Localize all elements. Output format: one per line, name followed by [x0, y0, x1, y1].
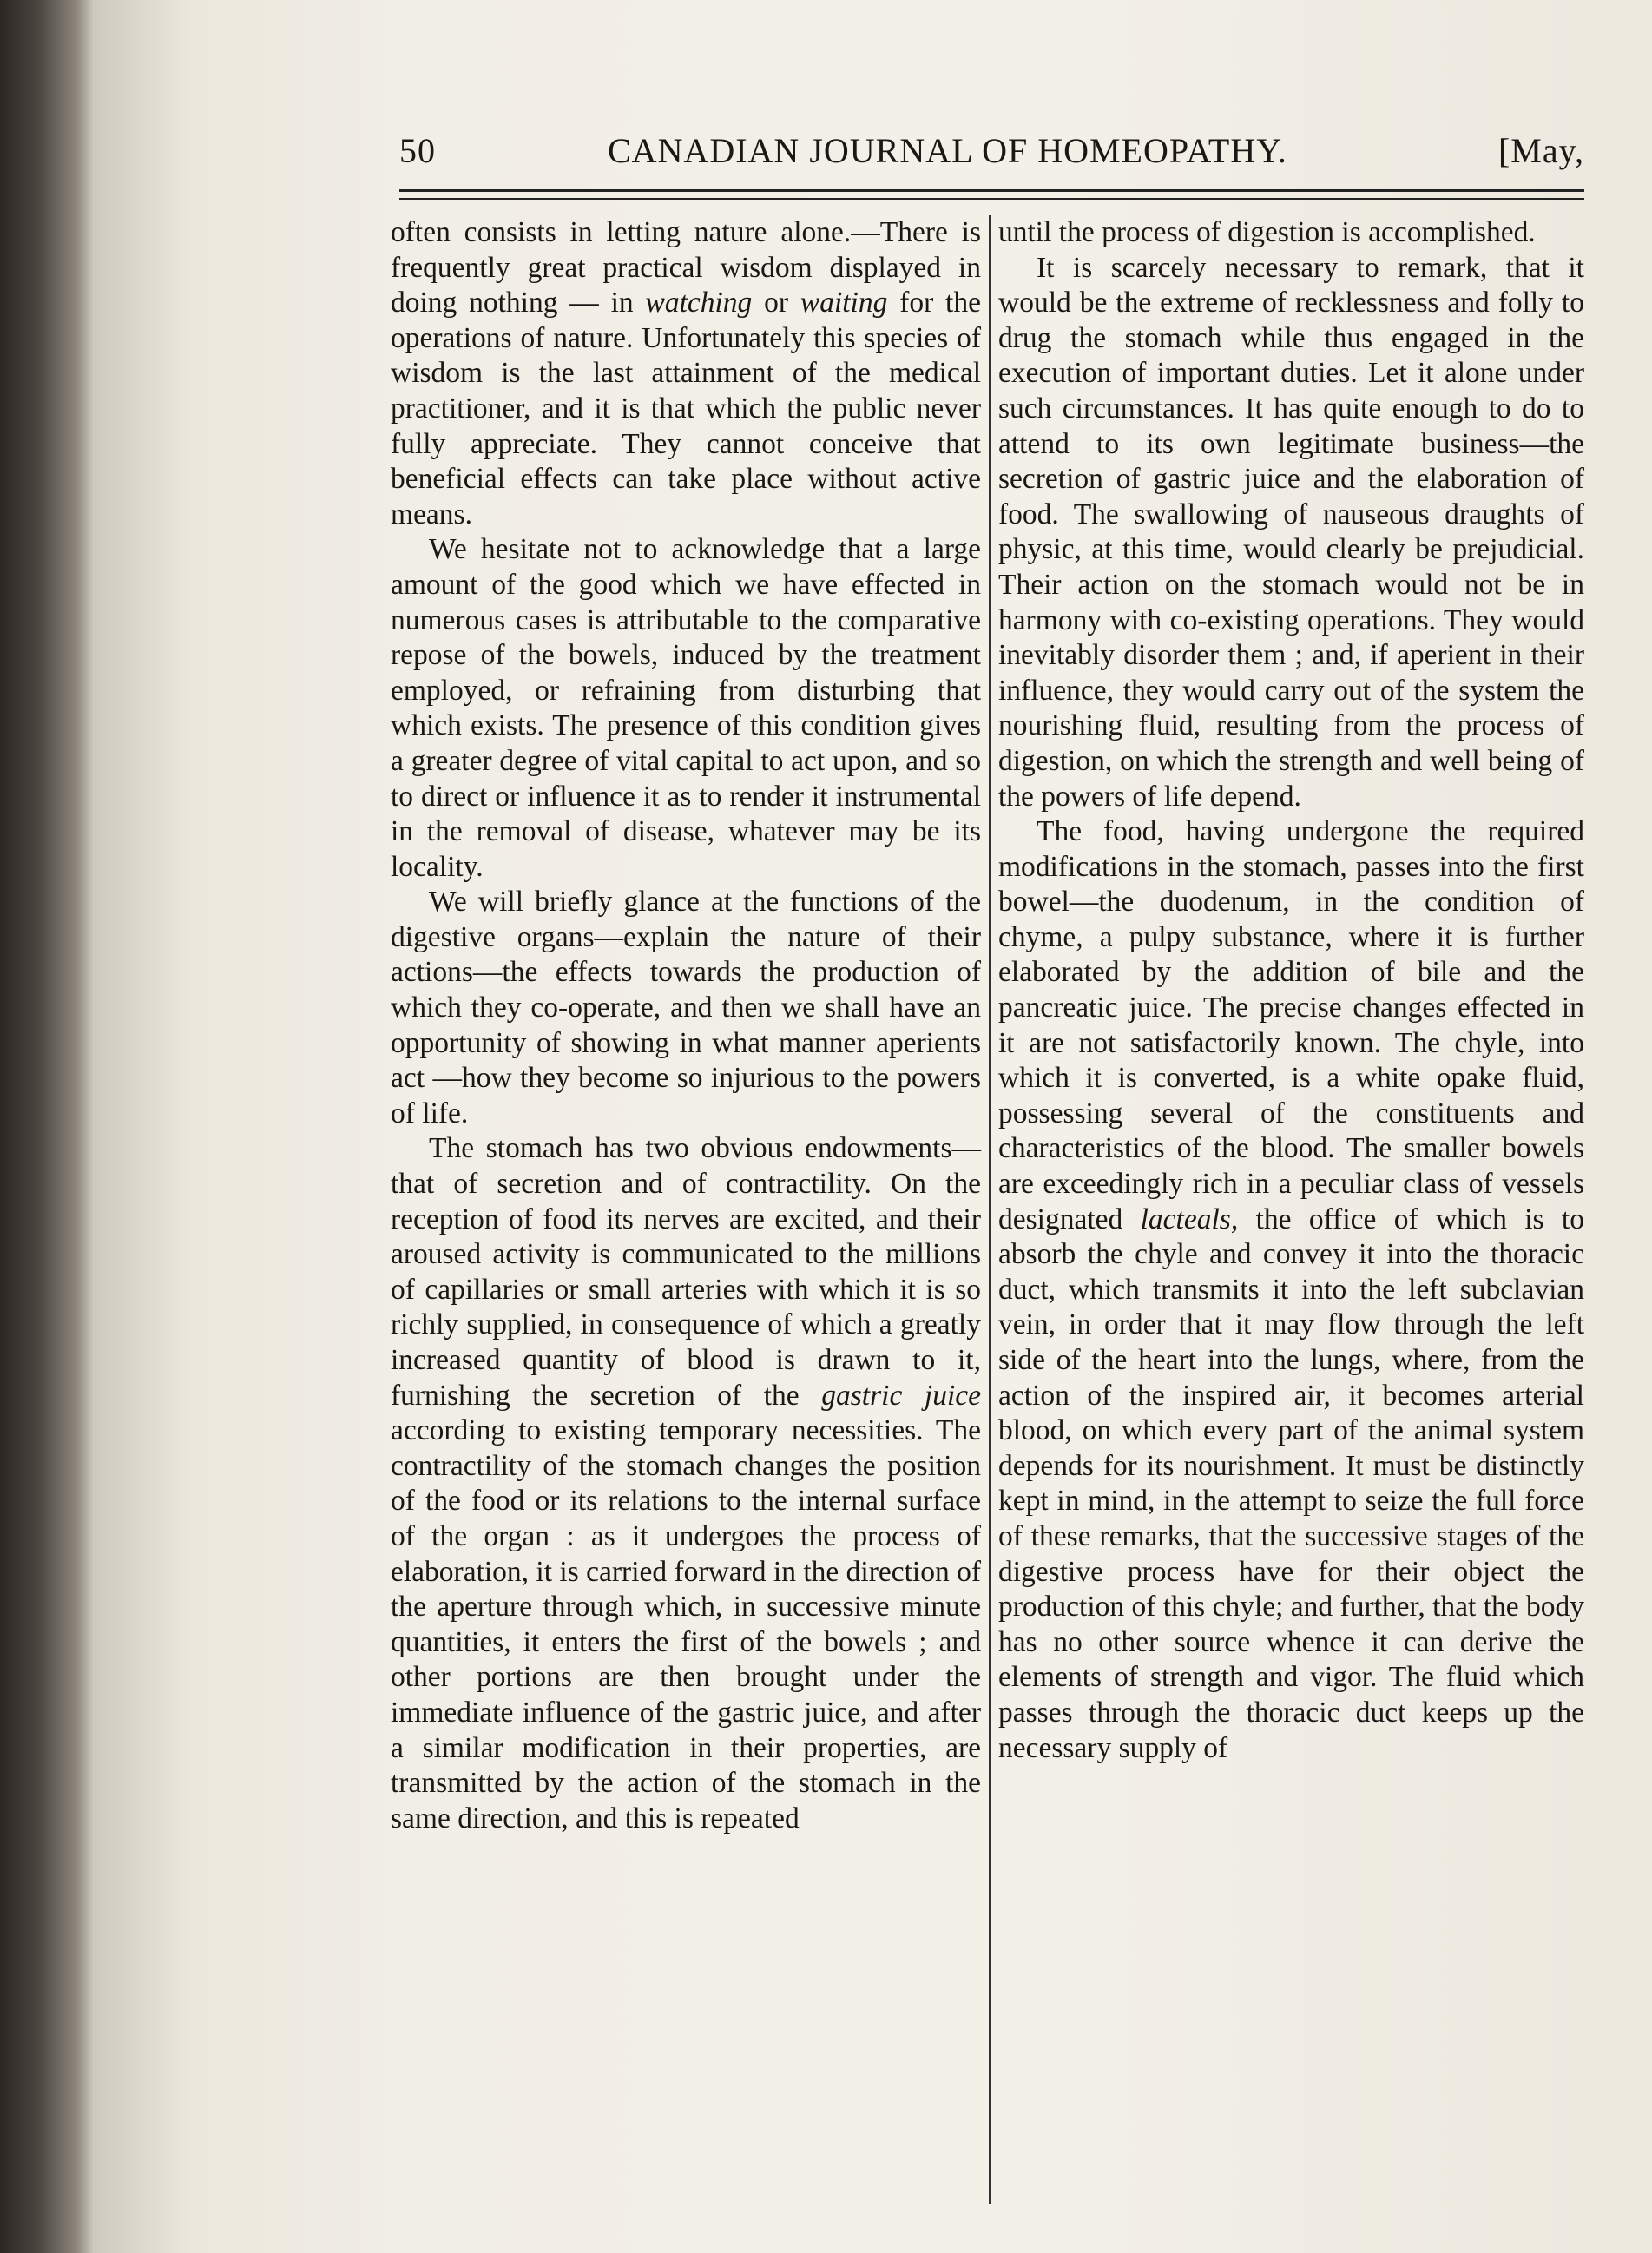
italic-term: waiting — [800, 287, 888, 320]
right-column — [998, 215, 1584, 2212]
page-number: 50 — [399, 131, 436, 170]
text-run: The stomach has two obvious endowments—that of secretion and of contractility. On the reception of food its nerves are excited, and their aroused activity is communicated to the millions of capillaries or small arteries with which it is so richly supplied, in consequence of which a greatly increased quantity of blood is drawn to it, furnishing the secretion of the — [391, 1132, 981, 1412]
paragraph-stomach-endowments — [391, 1131, 981, 1836]
text-run: The food, having undergone the required modifications in the stomach, passes into the first bowel—the duodenum, in the condition of chyme, a pulpy substance, where it is further elaborated by the addition of bile and the pancreatic juice. The precise changes effected in it are not satisfactorily known. The chyle, into which it is converted, is a white opake fluid, possessing several of the constituents and characteristics of the blood. The smaller bowels are exceedingly rich in a peculiar class of vessels designated — [998, 815, 1584, 1235]
italic-term: watching — [645, 287, 753, 320]
text-run: according to existing temporary necessities. The contractility of the stomach changes the position of the food or its relations to the internal surface of the organ : as it undergoes the process of elaboration, it is carried forward in the direction of the aperture through which, in successive minute quantities, it enters the first of the bowels ; and other portions are then brought under the immediate influence of the gastric juice, and after a similar modification in their properties, are transmitted by the action of the stomach in the same direction, and this is repeated — [391, 1414, 981, 1835]
header-rule-bottom — [399, 198, 1584, 200]
left-column — [391, 215, 981, 2212]
journal-title: CANADIAN JOURNAL OF HOMEOPATHY. — [608, 131, 1287, 170]
month-mark: [May, — [1497, 131, 1584, 170]
paragraph-nature-alone — [391, 215, 981, 532]
italic-term: gastric juice — [821, 1379, 981, 1412]
italic-term: lacteals, — [1140, 1202, 1239, 1235]
text-run: or — [752, 287, 800, 320]
paragraph-chyme-and-chyle — [998, 814, 1584, 1766]
text-run: often consists in letting nature alone.—There is frequently great practical wisdom displayed in doing nothing — in — [391, 216, 981, 320]
paragraph-recklessness: It is scarcely necessary to remark, that it would be the extreme of recklessness and folly to drug the stomach while thus engaged in the execution of important duties. Let it alone under such circumstances. It has quite enough to do to attend to its own legitimate business—the secretion of gastric juice and the elaboration of food. The swallowing of nauseous draughts of physic, at this time, would clearly be prejudicial. Their action on the stomach would not be in harmony with co-existing operations. They would inevitably disorder them ; and, if aperient in their influence, they would carry out of the system the nourishing fluid, resulting from the process of digestion, on which the strength and well being of the powers of life depend. — [998, 251, 1584, 813]
paragraph-digestion-accomplished: until the process of digestion is accomplished. — [998, 216, 1536, 248]
running-header — [399, 130, 1584, 182]
header-rule-top — [399, 189, 1584, 192]
column-divider — [989, 215, 991, 2204]
book-binding-edge — [0, 0, 95, 2253]
paragraph-repose-of-bowels: We hesitate not to acknowledge that a large amount of the good which we have effected in numerous cases is attributable to the comparative repose of the bowels, induced by the treatment employed, or refraining from disturbing that which exists. The presence of this condition gives a greater degree of vital capital to act upon, and so to direct or influence it as to render it instrumental in the removal of disease, whatever may be its locality. — [391, 533, 981, 883]
paragraph-digestive-organs: We will briefly glance at the functions of the digestive organs—explain the nature of their actions—the effects towards the production of which they co-operate, and then we shall have an opportunity of showing in what manner aperients act —how they become so injurious to the powers of life. — [391, 886, 981, 1130]
text-run: the office of which is to absorb the chyle and convey it into the thoracic duct, which transmits it into the left subclavian vein, in order that it may flow through the left side of the heart into the lungs, where, from the action of the inspired air, it becomes arterial blood, on which every part of the animal system depends for its nourishment. It must be distinctly kept in mind, in the attempt to seize the full force of these remarks, that the successive stages of the digestive process have for their object the production of this chyle; and further, that the body has no other source whence it can derive the elements of strength and vigor. The fluid which passes through the thoracic duct keeps up the necessary supply of — [998, 1202, 1585, 1764]
text-run: for the operations of nature. Unfortunately this species of wisdom is the last attainment of the medical practitioner, and it is that which the public never fully appreciate. They cannot conceive that beneficial effects can take place without active means. — [391, 287, 981, 530]
